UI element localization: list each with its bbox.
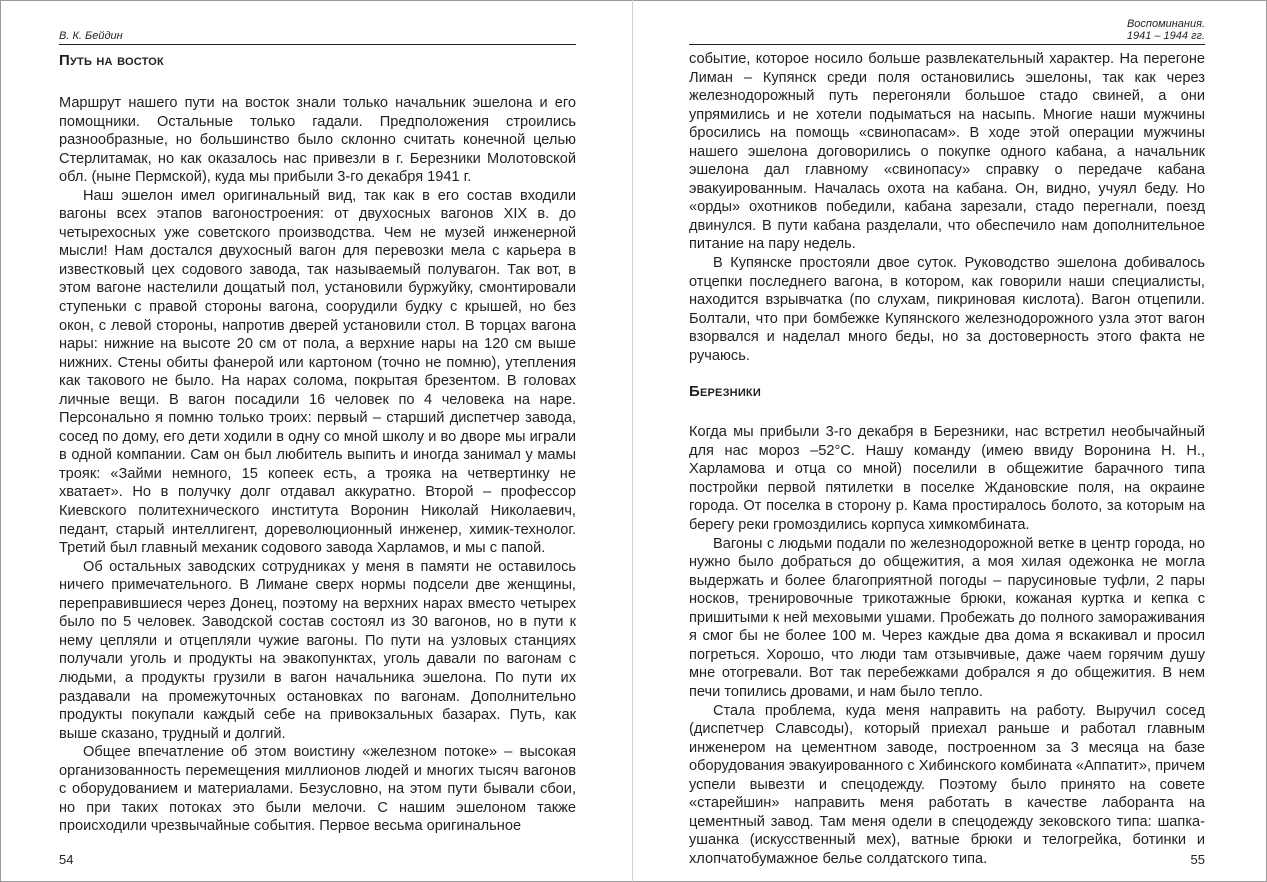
paragraph: Когда мы прибыли 3-го декабря в Березники, нас встретил необычайный для нас мороз –52°С. Нашу команду (имею ввиду Воронина Н. Н., Харламова и отца со мной) поселили в общежитие барачного типа постройки первой пятилетки в поселке Ждановские поля, на окраине города. От поселка в сторону р. Кама простиралось болото, за которым на берегу реки громоздились корпуса химкомбината. — [689, 424, 1205, 534]
running-head-title — [1127, 18, 1205, 42]
running-head-author: В. К. Бейдин — [59, 30, 123, 42]
paragraph: В Купянске простояли двое суток. Руководство эшелона добивалось отцепки последнего вагона, в котором, как говорили наши специалисты, находится взрывчатка (по слухам, пикриновая кислота). Вагон отцепили. Болтали, что при бомбежке Купянского железнодорожного узла этот вагон взорвался и наделал много беды, но за достоверность этого факта не ручаюсь. — [689, 255, 1205, 364]
page-number: 55 — [1190, 852, 1205, 867]
running-head-line: Воспоминания. — [1126, 18, 1205, 30]
page-number: 54 — [59, 852, 74, 867]
paragraph: Вагоны с людьми подали по железнодорожной ветке в центр города, но нужно было добраться до общежития, а моя хилая одежонка не могла выдержать и более благоприятной погоды – парусиновые туфли, 2 пары носков, тренировочные трикотажные брюки, кожаная куртка и кепка с пришитыми к ней меховыми ушами. Пробежать до полного замораживания я смог бы не более 100 м. Через каждые два дома я вскакивал и просил погреться. Хорошо, что люди там отзывчивые, даже чаем горячим душу мне отогревали. Вот так перебежками добрался я до общежития. В нем печи топились дровами, и нам было тепло. — [689, 535, 1205, 700]
paragraph: Общее впечатление об этом воистину «железном потоке» – высокая организованность перемещения миллионов людей и многих тысяч вагонов с оборудованием и материалами. Безусловно, на этом пути бывали сбои, но при таких потоках это были мелочи. С нашим эшелоном также происходили чрезвычайные события. Первое весьма оригинальное — [59, 744, 576, 835]
paragraph: Наш эшелон имел оригинальный вид, так как в его состав входили вагоны всех этапов вагоностроения: от двухосных вагонов XIX в. до четырехосных уже советского производства. Чем не музей инженерной мысли! Нам достался двухосный вагон для перевозки мела с карьера в известковый цех содового завода, так называемый полувагон. Так вот, в этом вагоне настелили дощатый пол, установили буржуйку, смонтировали ступеньки с правой стороны вагона, соорудили будку с крышей, но без окон, с левой стороны, напротив дверей установили стол. В торцах вагона нары: нижние на высоте 20 см от пола, а верхние нары на 120 см выше нижних. Стены обиты фанерой или картоном (точно не помню), утепления как такового не было. На нарах солома, покрытая брезентом. В головах личные вещи. В вагон посадили 16 человек по 4 человека на наре. Персонально я помню только троих: первый – старший диспетчер завода, сосед по дому, его дети ходили в одну со мной школу и во дворе мы играли в одной компании. Сам он был любитель выпить и иногда занимал у мамы трояк: «Займи немного, 15 копеек есть, а трояка на четвертинку не хватает». Но в получку долг отдавал аккуратно. Второй – профессор Киевского политехнического института Воронин Николай Николаевич, педант, старый интеллигент, дореволюционный инженер, химик-технолог. Третий был главный механик содового завода Харламов, и мы с папой. — [59, 187, 576, 557]
paragraph: Стала проблема, куда меня направить на работу. Выручил сосед (диспетчер Славсоды), который приехал раньше и работал главным инженером на цементном заводе, построенном за 3 месяца на базе оборудования эвакуированного с Хибинского комбината «Аппатит», причем успели вывезти и спецодежду. Поэтому было принято на совете «старейшин» направить меня работать в качестве лаборанта на цементный завод. Там меня одели в спецодежду зековского типа: шапка-ушанка (искусственный мех), ватные брюки и телогрейка, ботинки и хлопчатобумажное белье солдатского типа. — [689, 702, 1206, 867]
paragraph: Маршрут нашего пути на восток знали только начальник эшелона и его помощники. Остальные только гадали. Предположения строились разнообразные, но большинство было склонно считать конечной целью Стерлитамак, но как оказалось нас привезли в г. Березники Молотовской обл. (ныне Пермской), куда мы прибыли 3-го декабря 1941 г. — [59, 95, 576, 186]
right-page-content — [689, 50, 1205, 868]
left-page — [0, 0, 632, 882]
section-title: Путь на восток — [59, 52, 164, 69]
paragraph: событие, которое носило больше развлекательный характер. На перегоне Лиман – Купянск среди поля остановились эшелоны, так как через железнодорожный путь перегоняли большое стадо свиней, а они упрямились и не хотели подыматься на насыпь. Многие наши мужчины бросились на помощь «свинопасам». В ходе этой операции мужчины нашего эшелона договорились о покупке одного кабана, а начальник эшелона дал главному «свинопасу» справку о передаче кабана эвакуированным. Началась охота на кабана. Он, видно, учуял беду. Но «орды» охотников победили, кабана зарезали, стадо перегнали, поезд двинулся. В пути кабана разделали, что обеспечило нам дополнительное питание на пару недель. — [689, 51, 1205, 253]
left-page-content — [59, 50, 576, 836]
running-head-line: 1941 – 1944 гг. — [1126, 30, 1205, 42]
section-title: Березники — [689, 383, 761, 401]
header-rule — [689, 44, 1205, 45]
paragraph: Об остальных заводских сотрудниках у меня в памяти не оставилось ничего примечательного. В Лимане сверх нормы подсели две женщины, переправившиеся через Донец, поэтому на верхних нарах вместо четырех было по 5 человек. Заводской состав состоял из 30 вагонов, но в пути к нему цепляли и отцепляли чужие вагоны. По пути на узловых станциях получали уголь и продукты на эвакопунктах, уголь давали по вагонам с людьми, а продукты грузили в вагон начальника эшелона. По пути их раздавали на промежуточных остановках по вагонам. Дополнительно продукты покупали каждый себе на привокзальных базарах. Путь, как выше сказано, трудный и долгий. — [59, 558, 576, 742]
right-page — [633, 0, 1267, 882]
header-rule — [59, 44, 576, 45]
